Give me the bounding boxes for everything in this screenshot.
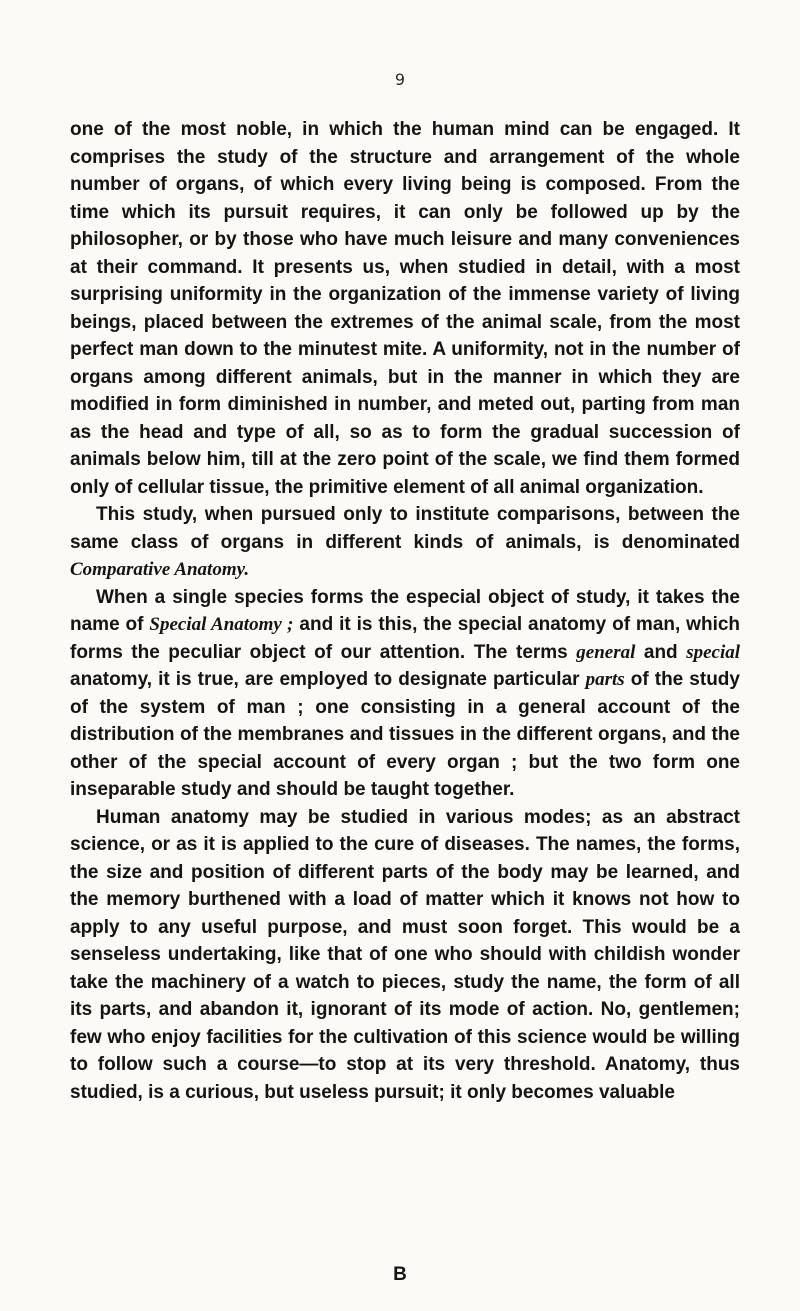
special-term: special xyxy=(686,641,741,663)
paragraph-3-text-a: When a single species forms the especial object of study, it takes the name of xyxy=(70,586,740,635)
paragraph-2-text: This study, when pursued only to institute comparisons, between the same class of organs in different kinds of animals, is denominated xyxy=(70,504,740,553)
general-term: general xyxy=(576,641,636,663)
special-anatomy-term: Special Anatomy ; xyxy=(149,614,294,635)
paragraph-3-text-b: and it is this, the special anatomy of man, which forms the peculiar object of our attention. The terms xyxy=(70,614,741,663)
paragraph-3-text-d: anatomy, it is true, are employed to designate particular xyxy=(70,669,586,690)
body-text xyxy=(70,116,740,1106)
paragraph-3-text-e: of the study of the system of man ; one consisting in a general account of the distribution of the membranes and tissues in the different organs, and the other of the special account of every organ ; but the two form one inseparable study and should be taught together. xyxy=(70,669,740,800)
paragraph-1 xyxy=(70,116,740,501)
paragraph-3 xyxy=(70,584,740,804)
paragraph-3-text-c: and xyxy=(635,641,687,663)
page-number: 9 xyxy=(394,70,406,89)
comparative-anatomy-term: Comparative Anatomy. xyxy=(70,559,250,580)
paragraph-2 xyxy=(70,501,740,584)
parts-term: parts xyxy=(585,669,625,690)
paragraph-4 xyxy=(70,804,740,1107)
signature-mark: B xyxy=(393,1264,407,1285)
paragraph-4-text: Human anatomy may be studied in various modes; as an abstract science, or as it is applied to the cure of diseases. The names, the forms, the size and position of different parts of the body may be learned, and the memory burthened with a load of matter which it knows not how to apply to any useful purpose, and must soon forget. This would be a senseless undertaking, like that of one who should with childish wonder take the machinery of a watch to pieces, study the name, the form of all its parts, and abandon it, ignorant of its mode of action. No, gentlemen; few who enjoy facilities for the cultivation of this science would be willing to follow such a course—to stop at its very threshold. Anatomy, thus studied, is a curious, but useless pursuit; it only becomes valuable xyxy=(70,806,740,1103)
paragraph-1-text: one of the most noble, in which the human mind can be engaged. It comprises the study of the structure and arrangement of the whole number of organs, of which every living being is composed. From the time which its pursuit requires, it can only be followed up by the philosopher, or by those who have much leisure and many conveniences at their command. It presents us, when studied in detail, with a most surprising uniformity in the organization of the immense variety of living beings, placed between the extremes of the animal scale, from the most perfect man down to the minutest mite. A uniformity, not in the number of organs among different animals, but in the manner in which they are modified in form diminished in number, and meted out, parting from man as the head and type of all, so as to form the gradual succession of animals below him, till at the zero point of the scale, we find them formed only of cellular tissue, the primitive element of all animal organization. xyxy=(70,119,740,498)
